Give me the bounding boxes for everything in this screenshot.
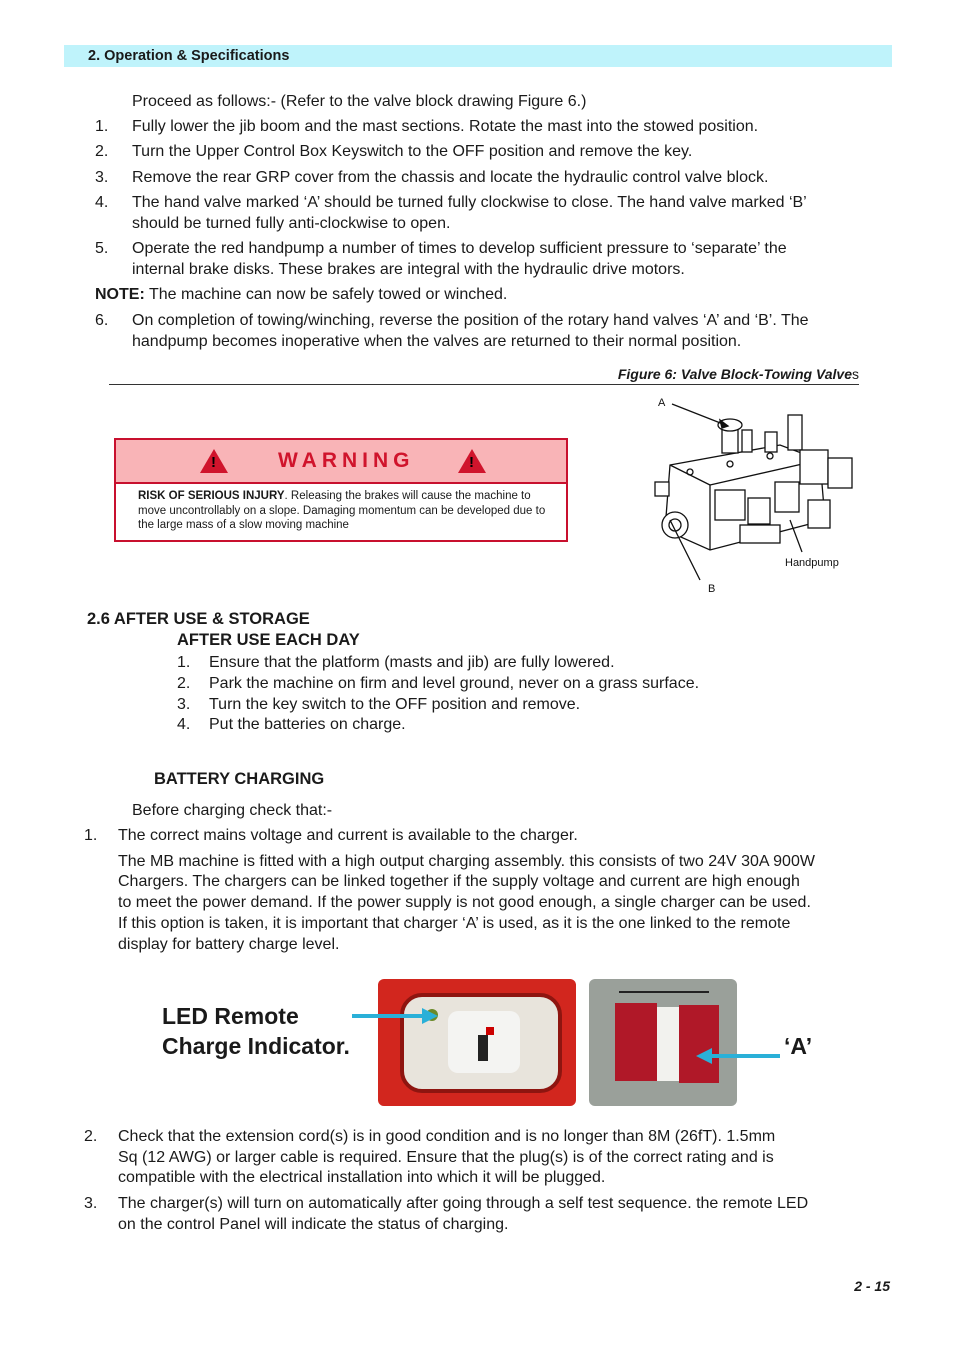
step-text: The hand valve marked ‘A’ should be turned fully clockwise to close. The hand valve marked ‘B’ (132, 194, 807, 211)
step-text: handpump becomes inoperative when the valves are returned to their normal position. (132, 333, 742, 350)
step-number: 1. (95, 118, 109, 135)
battery-heading: BATTERY CHARGING (154, 770, 325, 788)
item-text: on the control Panel will indicate the status of charging. (118, 1216, 509, 1233)
battery-intro: Before charging check that:- (132, 802, 333, 819)
warning-text: RISK OF SERIOUS INJURY. Releasing the brakes will cause the machine to move uncontrollably on a slope. Damaging momentum can be developed due to the large mass of a slow moving machine (138, 490, 546, 531)
para-line: to meet the power demand. If the power supply is not good enough, a single charger can be used. (118, 894, 811, 911)
section-title: 2. Operation & Specifications (88, 48, 290, 64)
label-b: B (708, 583, 716, 595)
para-line: display for battery charge level. (118, 936, 340, 953)
led-indicator-label: LED Remote (162, 1003, 299, 1029)
para-line: The MB machine is fitted with a high output charging assembly. this consists of two 24V 30A 900W (118, 853, 815, 870)
item-number: 3. (84, 1195, 98, 1212)
note-text: The machine can now be safely towed or winched. (144, 286, 508, 303)
item-number: 2. (84, 1128, 98, 1145)
step-number: 5. (95, 240, 109, 257)
step-text: Remove the rear GRP cover from the chassis and locate the hydraulic control valve block. (132, 169, 769, 186)
warning-title: WARNING (278, 449, 415, 472)
towing-intro: Proceed as follows:- (Refer to the valve block drawing Figure 6.) (132, 93, 587, 110)
step-text: should be turned fully anti-clockwise to open. (132, 215, 451, 232)
item-number: 3. (177, 696, 191, 713)
item-number: 4. (177, 716, 191, 733)
item-text: Sq (12 AWG) or larger cable is required. Ensure that the plug(s) is of the correct rating and is (118, 1149, 774, 1166)
step-text: internal brake disks. These brakes are integral with the hydraulic drive motors. (132, 261, 685, 278)
led-indicator-photo (378, 979, 576, 1106)
label-a: A (658, 397, 666, 409)
item-number: 1. (177, 654, 191, 671)
section-heading: 2.6 AFTER USE & STORAGE (87, 610, 310, 628)
step-number: 6. (95, 312, 109, 329)
step-number: 4. (95, 194, 109, 211)
item-text: Park the machine on firm and level ground, never on a grass surface. (209, 675, 700, 692)
item-text: Turn the key switch to the OFF position and remove. (209, 696, 581, 713)
item-number: 2. (177, 675, 191, 692)
note-label: NOTE: (95, 286, 145, 303)
step-text: Fully lower the jib boom and the mast sections. Rotate the mast into the stowed position. (132, 118, 759, 135)
step-text: Operate the red handpump a number of times to develop sufficient pressure to ‘separate’ the (132, 240, 787, 257)
item-number: 1. (84, 827, 98, 844)
valve-block-drawing (630, 390, 870, 600)
step-text: Turn the Upper Control Box Keyswitch to the OFF position and remove the key. (132, 143, 693, 160)
warning-triangle-icon: ! (200, 449, 228, 473)
para-line: If this option is taken, it is important that charger ‘A’ is used, as it is the one linked to the remote (118, 915, 791, 932)
item-text: The charger(s) will turn on automatically after going through a self test sequence. the remote LED (118, 1195, 809, 1212)
led-indicator-label: Charge Indicator. (162, 1033, 350, 1059)
subheading: AFTER USE EACH DAY (177, 631, 360, 649)
item-text: Put the batteries on charge. (209, 716, 406, 733)
arrow-icon (350, 1006, 440, 1026)
step-text: On completion of towing/winching, reverse the position of the rotary hand valves ‘A’ and ‘B’. The (132, 312, 809, 329)
step-number: 3. (95, 169, 109, 186)
section-header-bar (64, 45, 892, 67)
charger-a-label: ‘A’ (784, 1033, 813, 1059)
arrow-icon (694, 1046, 784, 1066)
item-text: Ensure that the platform (masts and jib) are fully lowered. (209, 654, 615, 671)
item-text: Check that the extension cord(s) is in good condition and is no longer than 8M (26fT). 1.5mm (118, 1128, 776, 1145)
page-number: 2 - 15 (854, 1278, 890, 1294)
note (95, 284, 507, 305)
step-number: 2. (95, 143, 109, 160)
para-line: Chargers. The chargers can be linked together if the supply voltage and current are high enough (118, 873, 800, 890)
label-handpump: Handpump (785, 557, 839, 569)
caption-rule (109, 384, 859, 385)
warning-box (114, 438, 568, 542)
chargers-photo (589, 979, 737, 1106)
item-text: The correct mains voltage and current is available to the charger. (118, 827, 578, 844)
warning-header (116, 440, 566, 484)
figure-caption: Figure 6: Valve Block-Towing Valves (617, 366, 859, 382)
item-text: compatible with the electrical installation into which it will be plugged. (118, 1169, 606, 1186)
warning-triangle-icon: ! (458, 449, 486, 473)
